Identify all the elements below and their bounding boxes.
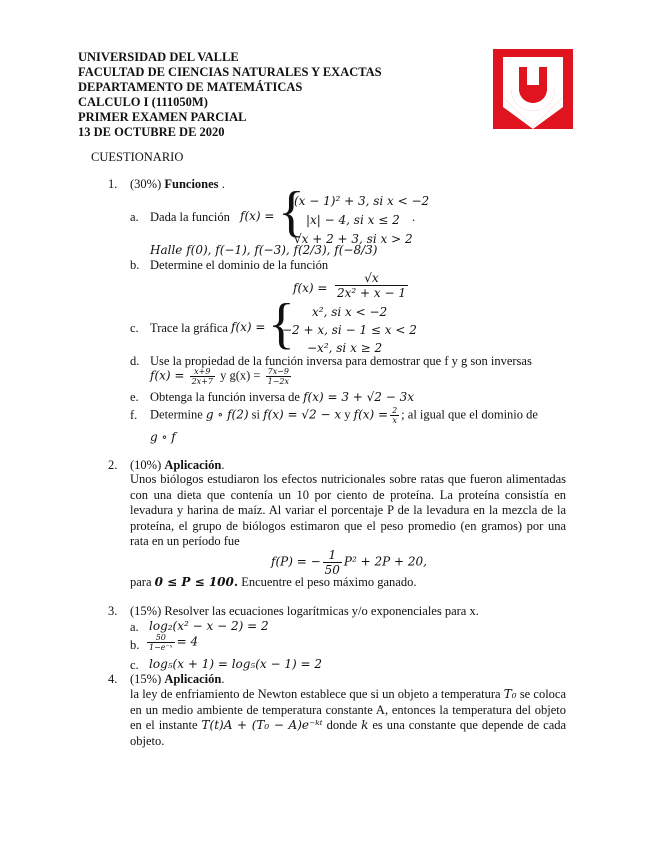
q2-weight: (10%)	[130, 458, 162, 472]
q1c-case-1: x², si x < −2	[312, 305, 388, 319]
q2-range-line	[130, 575, 416, 590]
q2-formula-rhs: P² + 2P + 20,	[343, 554, 427, 569]
q3c-expr: log₅(x + 1) = log₅(x − 1) = 2	[149, 657, 323, 671]
q1f-expr2: f(x) = √2 − x	[263, 407, 342, 422]
q3b-den: 1−e⁻ˣ	[149, 643, 173, 652]
q1a-period: .	[412, 210, 416, 224]
q3-weight: (15%)	[130, 604, 162, 618]
q3a-letter: a.	[130, 620, 139, 634]
q1d-g-num: 7x−9	[267, 367, 290, 376]
q4-expr: T(t)A + (T₀ − A)e⁻ᵏᵗ	[201, 718, 323, 733]
q1a-letter: a.	[130, 210, 139, 224]
q2-formula	[271, 548, 427, 577]
section-title: CUESTIONARIO	[91, 150, 184, 164]
q2-formula-fraction	[323, 548, 342, 577]
q1f-letter: f.	[130, 408, 138, 422]
q3b-letter: b.	[130, 638, 140, 652]
q1a-find: Halle f(0), f(−1), f(−3), f(2/3), f(−8/3)	[150, 243, 378, 257]
q2-heading: (10%) Aplicación.	[130, 458, 225, 472]
department-name: DEPARTAMENTO DE MATEMÁTICAS	[78, 80, 303, 94]
q1a-brace: {	[278, 181, 305, 243]
q1e-letter: e.	[130, 390, 139, 404]
q3a-expr: log₂(x² − x − 2) = 2	[149, 619, 269, 633]
q1c-fx: f(x) =	[231, 320, 266, 334]
q1d-g-fraction	[266, 367, 291, 386]
q1f-den: x	[392, 416, 397, 425]
q1f-expr1: g ∘ f(2)	[205, 407, 249, 422]
faculty-name: FACULTAD DE CIENCIAS NATURALES Y EXACTAS	[78, 65, 382, 79]
q1a-fx: f(x) =	[240, 209, 275, 223]
q1b-denominator: 2x² + x − 1	[337, 286, 406, 300]
q1e-expr: f(x) = 3 + √2 − 3x	[303, 390, 415, 404]
exam-header	[78, 50, 382, 140]
q1d-g-lhs: g(x) =	[229, 368, 261, 383]
q1d-f-num: x+9	[190, 367, 215, 377]
q1e-text: Obtenga la función inversa de	[150, 390, 300, 404]
q1f-expr3: f(x) =	[353, 407, 389, 422]
q2-range: 0 ≤ P ≤ 100.	[154, 575, 239, 589]
q1c-case-2: −2 + x, si − 1 ≤ x < 2	[282, 323, 417, 337]
q1b-lhs: f(x) =	[293, 281, 328, 295]
q4-body1: la ley de enfriamiento de Newton establece que si un objeto a temperatura	[130, 687, 501, 701]
q2-formula-lhs: f(P) = −	[271, 554, 321, 569]
exam-date: 13 DE OCTUBRE DE 2020	[78, 125, 225, 139]
q3b-rhs: = 4	[176, 634, 199, 649]
q1f-fraction	[390, 406, 399, 425]
q1f-line	[150, 406, 538, 425]
q1a-text: Dada la función	[150, 210, 230, 224]
q1d-and: y	[220, 368, 227, 383]
q1f-si: si	[251, 407, 260, 422]
q4-body3: donde	[326, 718, 358, 733]
q4-body	[130, 687, 566, 749]
q1-title: Funciones	[164, 177, 219, 191]
q4-body4: es una constante que depende de cada objeto.	[130, 718, 567, 748]
exam-name: PRIMER EXAMEN PARCIAL	[78, 110, 247, 124]
q1c-text: Trace la gráfica	[150, 321, 228, 335]
q1f-y: y	[344, 407, 351, 422]
q1c-letter: c.	[130, 321, 139, 335]
q4-heading: (15%) Aplicación.	[130, 672, 225, 686]
q1a-case-3: √x + 2 + 3, si x > 2	[294, 232, 413, 246]
q1b-letter: b.	[130, 258, 140, 272]
q2-end: Encuentre el peso máximo ganado.	[241, 575, 417, 589]
q4-k: k	[361, 718, 369, 733]
q1b-text: Determine el dominio de la función	[150, 258, 329, 272]
q1d-text: Use la propiedad de la función inversa para demostrar que f y g son inversas	[150, 354, 532, 368]
q3b-expr	[145, 633, 198, 652]
q2-para: para	[130, 575, 152, 589]
q1c-cases	[282, 303, 417, 357]
q3-text: Resolver las ecuaciones logarítmicas y/o exponenciales para x.	[164, 604, 479, 618]
q1f-num: 2	[392, 406, 398, 415]
q1f-expr4: g ∘ f	[150, 430, 176, 444]
course-name: CALCULO I (111050M)	[78, 95, 208, 109]
q1d-g-den: 1−2x	[267, 377, 290, 386]
q1c-brace: {	[268, 293, 295, 355]
q1a-cases	[294, 192, 429, 249]
q1-weight: (30%)	[130, 177, 162, 191]
q1f-text1: Determine	[150, 407, 203, 422]
q3-heading	[130, 604, 479, 619]
q1a-case-2: |x| − 4, si x ≤ 2	[306, 213, 400, 227]
q1d-f-lhs: f(x) =	[150, 368, 185, 383]
q1d-f-den: 2x+7	[191, 377, 213, 386]
q3b-num: 50	[147, 633, 175, 643]
q1b-fraction	[335, 271, 408, 300]
university-logo	[493, 49, 573, 129]
q4-title: Aplicación	[164, 672, 222, 686]
q2-formula-den: 50	[324, 563, 340, 577]
q3c-letter: c.	[130, 658, 139, 672]
q4-number: 4.	[108, 672, 118, 686]
q4-weight: (15%)	[130, 672, 162, 686]
q1d-f-fraction	[190, 367, 215, 386]
q2-formula-num: 1	[323, 548, 342, 563]
q1e-line	[150, 390, 414, 405]
q1b-numerator: √x	[335, 271, 408, 286]
q1-number: 1.	[108, 177, 118, 191]
university-name: UNIVERSIDAD DEL VALLE	[78, 50, 239, 64]
q1d-letter: d.	[130, 354, 140, 368]
q3b-fraction	[147, 633, 175, 652]
q3-number: 3.	[108, 604, 118, 618]
q2-number: 2.	[108, 458, 118, 472]
q2-title: Aplicación	[164, 458, 222, 472]
q1-heading: (30%) Funciones .	[130, 177, 225, 191]
q1f-text2: ; al igual que el dominio de	[401, 407, 538, 422]
q1c-case-3: −x², si x ≥ 2	[307, 341, 383, 355]
q1d-functions	[150, 367, 293, 386]
q2-body: Unos biólogos estudiaron los efectos nutricionales sobre ratas que fueron alimentadas con una dieta que contenía un 10 por ciento de proteína. La proteína consistía en levadura y harina de maíz. Al variar el porcentaje P de la levadura en la mezcla de la proteína, el grupo de biólogos estimaron que el peso promedio (en gramos) por una rata en un período fue	[130, 472, 566, 549]
q4-t0: T₀	[503, 687, 517, 701]
q1a-case-1: (x − 1)² + 3, si x < −2	[294, 194, 430, 208]
q4-body2: se coloca en un medio ambiente de temperatura constante A, entonces la temperatura del objeto en el instante	[130, 687, 567, 733]
